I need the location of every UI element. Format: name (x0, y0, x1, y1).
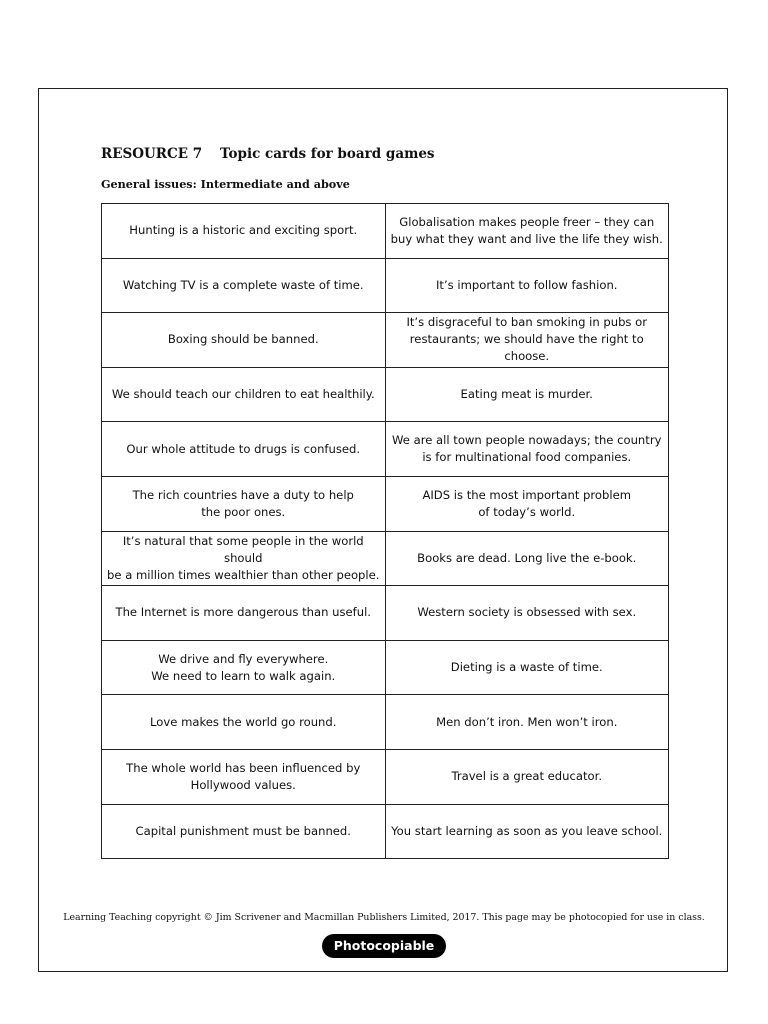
resource-title: Topic cards for board games (220, 146, 435, 162)
topic-card: It’s important to follow fashion. (385, 258, 669, 313)
card-row (102, 367, 669, 422)
card-row (102, 804, 669, 859)
copyright-notice: Learning Teaching copyright © Jim Scrivener and Macmillan Publishers Limited, 2017. This page may be photocopied for use in class. (63, 912, 705, 923)
topic-cards-table (101, 203, 669, 859)
card-row (102, 531, 669, 586)
topic-card: Globalisation makes people freer – they can buy what they want and live the life they wish. (385, 204, 669, 259)
card-row (102, 749, 669, 804)
topic-card: You start learning as soon as you leave school. (385, 804, 669, 859)
topic-card: It’s natural that some people in the world should be a million times wealthier than other people. (102, 531, 386, 586)
topic-card: Hunting is a historic and exciting sport. (102, 204, 386, 259)
topic-card: We should teach our children to eat healthily. (102, 367, 386, 422)
resource-subheading: General issues: Intermediate and above (101, 177, 350, 191)
topic-card: The rich countries have a duty to help the poor ones. (102, 476, 386, 531)
topic-card: Books are dead. Long live the e-book. (385, 531, 669, 586)
topic-card: Watching TV is a complete waste of time. (102, 258, 386, 313)
topic-card: Boxing should be banned. (102, 313, 386, 368)
card-row (102, 313, 669, 368)
card-row (102, 476, 669, 531)
topic-card: Travel is a great educator. (385, 749, 669, 804)
card-row (102, 695, 669, 750)
topic-card: We drive and fly everywhere. We need to learn to walk again. (102, 640, 386, 695)
card-row (102, 258, 669, 313)
resource-heading (101, 146, 435, 162)
topic-card: Eating meat is murder. (385, 367, 669, 422)
topic-card: AIDS is the most important problem of today’s world. (385, 476, 669, 531)
topic-card: Dieting is a waste of time. (385, 640, 669, 695)
topic-card: Western society is obsessed with sex. (385, 586, 669, 641)
topic-card: Capital punishment must be banned. (102, 804, 386, 859)
resource-label: RESOURCE 7 (101, 146, 203, 162)
topic-card: The Internet is more dangerous than useful. (102, 586, 386, 641)
topic-card: It’s disgraceful to ban smoking in pubs or restaurants; we should have the right to choose. (385, 313, 669, 368)
photocopiable-badge: Photocopiable (322, 934, 447, 958)
badge-container (0, 934, 768, 958)
topic-card: We are all town people nowadays; the country is for multinational food companies. (385, 422, 669, 477)
card-row (102, 422, 669, 477)
topic-card: Love makes the world go round. (102, 695, 386, 750)
card-row (102, 586, 669, 641)
card-row (102, 640, 669, 695)
card-row (102, 204, 669, 259)
topic-card: The whole world has been influenced by Hollywood values. (102, 749, 386, 804)
topic-card: Our whole attitude to drugs is confused. (102, 422, 386, 477)
topic-card: Men don’t iron. Men won’t iron. (385, 695, 669, 750)
